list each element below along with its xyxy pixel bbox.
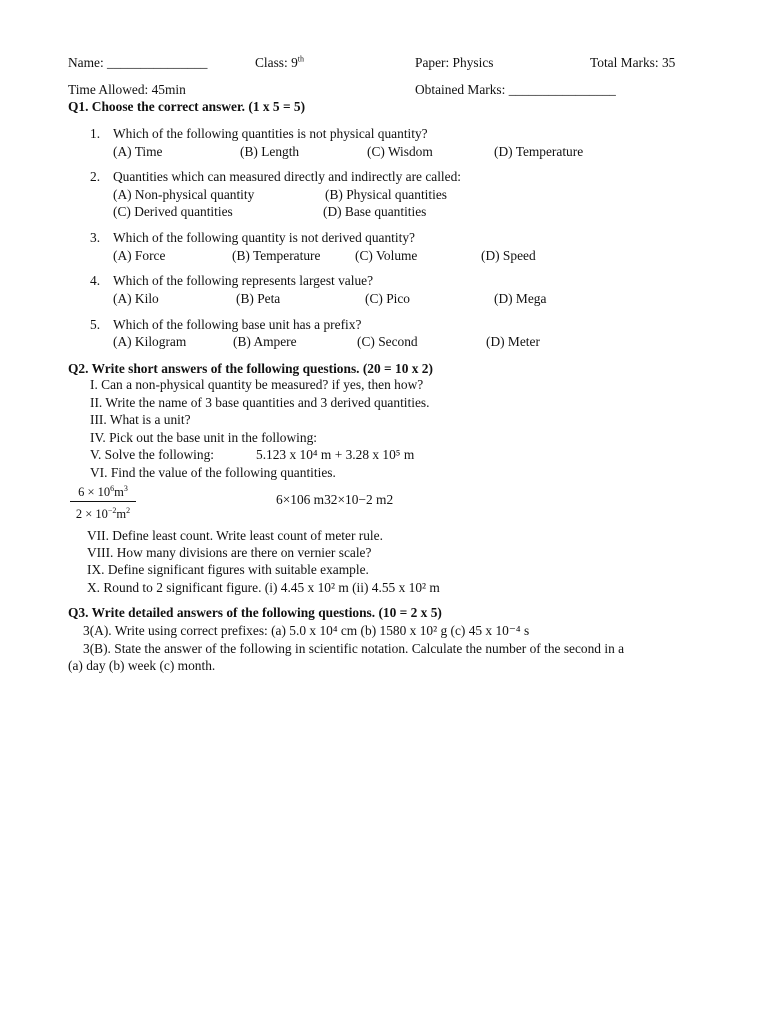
q1-option: (A) Kilogram [113,334,187,349]
q2-solve-expression: 5.123 x 10⁴ m + 3.28 x 10⁵ m [256,447,415,462]
q1-option: (A) Non-physical quantity [113,187,255,202]
q1-item-question: Quantities which can measured directly and indirectly are called: [113,169,462,184]
paper-label: Paper: Physics [415,55,494,70]
q1-item-question: Which of the following quantity is not derived quantity? [113,230,415,245]
fraction-inline-text: 6×106 m32×10−2 m2 [276,492,394,507]
total-marks: Total Marks: 35 [590,55,676,70]
q2-item: I. Can a non-physical quantity be measured? if yes, then how? [90,377,424,392]
time-allowed: Time Allowed: 45min [68,82,186,97]
q2-item: VII. Define least count. Write least count of meter rule. [87,528,383,543]
class-superscript: th [297,54,305,64]
q2-item: VIII. How many divisions are there on vernier scale? [87,545,372,560]
q1-option: (B) Length [240,144,300,159]
q1-item-number: 5. [90,317,101,332]
q1-item-question: Which of the following represents largest value? [113,273,374,288]
q1-option: (A) Force [113,248,166,263]
q1-option: (C) Volume [355,248,418,263]
q2-item: IV. Pick out the base unit in the following: [90,430,317,445]
q1-item-number: 4. [90,273,101,288]
q1-heading: Q1. Choose the correct answer. (1 x 5 = 5) [68,99,306,114]
fraction-numerator: $6 \times 10^6m^3$ [78,484,128,500]
q3-heading: Q3. Write detailed answers of the following questions. (10 = 2 x 5) [68,605,442,620]
q1-option: (D) Speed [481,248,536,263]
q2-item: VI. Find the value of the following quantities. [90,465,336,480]
q1-item-number: 1. [90,126,101,141]
q1-option: (C) Wisdom [367,144,433,159]
name-field: Name: _______________ [68,55,208,70]
q2-item: IX. Define significant figures with suitable example. [87,562,369,577]
class-label [255,54,304,71]
obtained-marks: Obtained Marks: ________________ [415,82,616,97]
q1-option: (C) Pico [365,291,411,306]
q1-option: (A) Kilo [113,291,159,306]
q3-part-b-line2: (a) day (b) week (c) month. [68,658,216,673]
q3-part-a: 3(A). Write using correct prefixes: (a) 5.0 x 10⁴ cm (b) 1580 x 10² g (c) 45 x 10⁻⁴ s [83,623,530,638]
q1-item-question: Which of the following quantities is not physical quantity? [113,126,428,141]
q2-heading: Q2. Write short answers of the following questions. (20 = 10 x 2) [68,361,433,376]
q1-option: (B) Peta [236,291,281,306]
q1-option: (D) Mega [494,291,547,306]
q1-option: (D) Temperature [494,144,584,159]
fraction-denominator: $2 \times 10^{-2}m^2$ [75,506,131,522]
q2-item: X. Round to 2 significant figure. (i) 4.45 x 10² m (ii) 4.55 x 10² m [87,580,440,595]
q1-item-question: Which of the following base unit has a prefix? [113,317,362,332]
q1-option: (B) Physical quantities [325,187,447,202]
q1-option: (D) Base quantities [323,204,427,219]
q1-option: (B) Ampere [233,334,297,349]
q2-item: II. Write the name of 3 base quantities and 3 derived quantities. [90,395,430,410]
fraction-expression [68,480,138,523]
q1-option: (D) Meter [486,334,540,349]
q1-option: (B) Temperature [232,248,321,263]
q1-item-number: 2. [90,169,101,184]
class-text: Class: 9 [255,55,298,70]
q3-part-b-line1: 3(B). State the answer of the following in scientific notation. Calculate the number of the second in a [83,641,625,656]
q1-option: (C) Second [357,334,418,349]
q2-item: V. Solve the following: [90,447,214,462]
q1-option: (C) Derived quantities [113,204,233,219]
q1-item-number: 3. [90,230,101,245]
q2-item: III. What is a unit? [90,412,191,427]
q1-option: (A) Time [113,144,163,159]
